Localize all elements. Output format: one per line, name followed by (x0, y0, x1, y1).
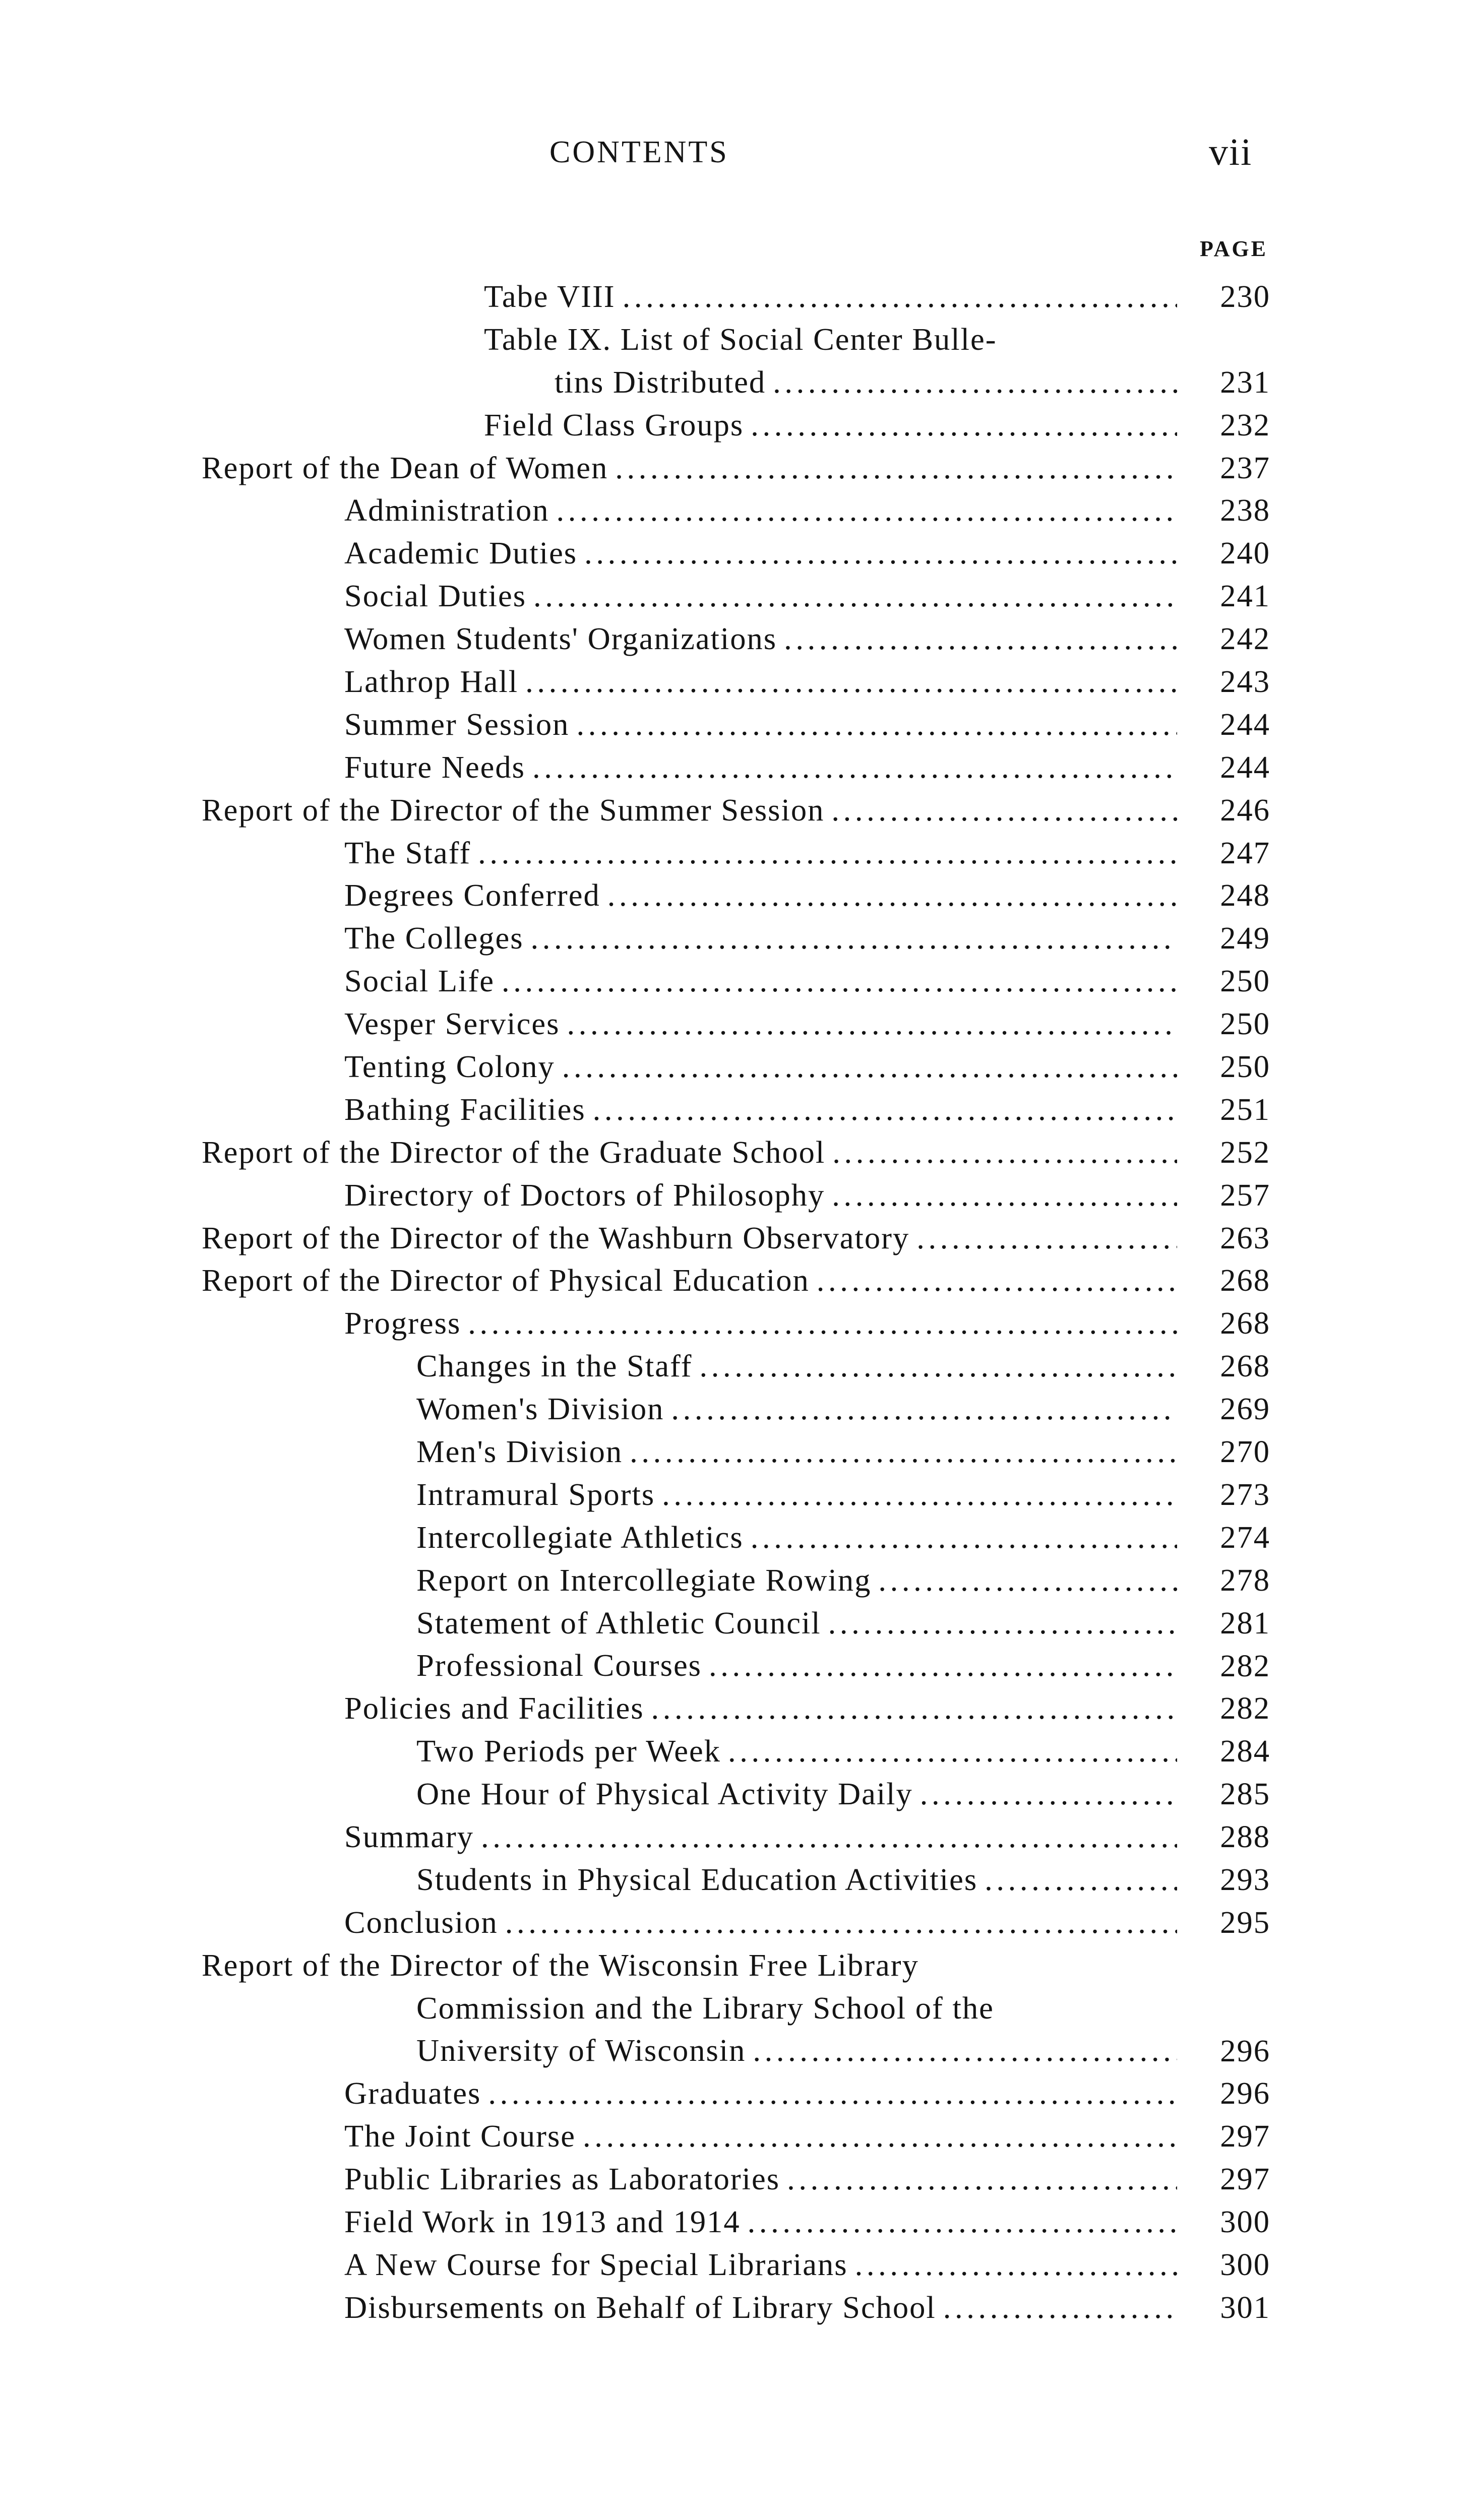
toc-entry-text (344, 2115, 1177, 2158)
dot-leader (832, 1134, 1177, 1171)
toc-entry-page-number: 240 (1220, 535, 1270, 571)
toc-entry (0, 1388, 1472, 1430)
toc-entry-page-number: 282 (1220, 1690, 1270, 1726)
toc-entry (0, 275, 1472, 318)
dot-leader (505, 1904, 1177, 1941)
toc-entry-text (416, 2030, 1177, 2072)
toc-entry-title: Two Periods per Week (416, 1733, 721, 1769)
toc-entry-title: One Hour of Physical Activity Daily (416, 1776, 913, 1812)
dot-leader (773, 364, 1177, 401)
dot-leader (478, 835, 1177, 871)
toc-entry (0, 1516, 1472, 1559)
toc-entry-page-number: 230 (1220, 279, 1270, 314)
toc-entry-page-number: 237 (1220, 450, 1270, 485)
dot-leader (576, 706, 1177, 743)
toc-entry-title: Directory of Doctors of Philosophy (344, 1177, 825, 1213)
toc-entry-text (344, 617, 1177, 660)
dot-leader (832, 1177, 1177, 1214)
toc-entry-page-number: 296 (1220, 2075, 1270, 2111)
toc-entry-title: Statement of Athletic Council (416, 1605, 821, 1641)
dot-leader (481, 1818, 1177, 1855)
toc-entry-text (344, 1302, 1177, 1345)
toc-entry-title: Tenting Colony (344, 1048, 555, 1084)
toc-entry-page-number: 243 (1220, 664, 1270, 700)
toc-entry-title: The Staff (344, 835, 471, 870)
dot-leader (787, 2161, 1177, 2197)
toc-entry-title: Report of the Director of the Wisconsin Free Library (202, 1947, 919, 1983)
dot-leader (630, 1433, 1177, 1470)
toc-entry-page-number: 248 (1220, 877, 1270, 913)
toc-entry-page-number (1190, 1987, 1270, 2030)
toc-entry (0, 1687, 1472, 1730)
toc-entry (0, 2158, 1472, 2200)
toc-entry-page-number: 273 (1220, 1476, 1270, 1512)
toc-entry (0, 1302, 1472, 1345)
toc-entry (0, 1345, 1472, 1388)
toc-entry-text (344, 1045, 1177, 1088)
toc-entry-title: Men's Division (416, 1433, 623, 1469)
toc-entry-text (344, 575, 1177, 617)
toc-entry-text (416, 1345, 1177, 1388)
toc-entry-page-number: 257 (1220, 1177, 1270, 1213)
toc-entry-title: Professional Courses (416, 1648, 702, 1683)
toc-entry-text (416, 1559, 1177, 1602)
toc-entry-page-number: 285 (1220, 1776, 1270, 1812)
dot-leader (567, 1005, 1177, 1042)
toc-entry-text (344, 532, 1177, 575)
toc-entry (0, 2030, 1472, 2072)
toc-entry (0, 960, 1472, 1002)
dot-leader (556, 492, 1177, 529)
toc-entry (0, 2200, 1472, 2243)
toc-entry-text (416, 1473, 1177, 1516)
dot-leader (985, 1861, 1177, 1898)
toc-entry (0, 1602, 1472, 1645)
toc-entry (0, 703, 1472, 746)
toc-entry-page-number: 252 (1220, 1134, 1270, 1170)
dot-leader (878, 1562, 1177, 1599)
toc-entry-title: Report of the Dean of Women (202, 450, 608, 485)
toc-entry-title: The Joint Course (344, 2118, 576, 2154)
toc-entry (0, 617, 1472, 660)
dot-leader (583, 2118, 1177, 2155)
toc-entry-page-number: 297 (1220, 2161, 1270, 2197)
toc-entry-page-number: 300 (1220, 2204, 1270, 2240)
toc-entry-text (416, 1730, 1177, 1773)
toc-entry (0, 874, 1472, 917)
dot-leader (709, 1647, 1177, 1684)
toc-entry (0, 318, 1472, 361)
toc-entry-page-number: 295 (1220, 1904, 1270, 1940)
toc-entry-page-number: 268 (1220, 1305, 1270, 1341)
toc-entry-page-number: 249 (1220, 920, 1270, 956)
toc-entry-text (344, 2158, 1177, 2200)
toc-entry-title: Intercollegiate Athletics (416, 1519, 744, 1555)
toc-entry-title: University of Wisconsin (416, 2033, 746, 2068)
toc-entry (0, 1430, 1472, 1473)
dot-leader (502, 963, 1177, 999)
dot-leader (531, 920, 1177, 957)
dot-leader (751, 1519, 1177, 1556)
toc-entry (0, 2072, 1472, 2115)
toc-entry (0, 1259, 1472, 1302)
table-of-contents (0, 275, 1472, 2329)
toc-entry-title: Intramural Sports (416, 1476, 655, 1512)
toc-entry-text (344, 1687, 1177, 1730)
dot-leader (943, 2289, 1177, 2326)
toc-entry-text (202, 447, 1177, 489)
dot-leader (751, 407, 1177, 444)
toc-entry-page-number: 296 (1220, 2033, 1270, 2068)
dot-leader (468, 1305, 1177, 1342)
toc-entry-text (202, 1217, 1177, 1259)
toc-entry-page-number (1190, 318, 1270, 361)
toc-entry-title: Tabe VIII (484, 278, 616, 314)
toc-entry-title: A New Course for Special Librarians (344, 2246, 848, 2282)
toc-entry-page-number: 301 (1220, 2289, 1270, 2325)
toc-entry-page-number: 268 (1220, 1263, 1270, 1298)
toc-entry-text (416, 1987, 1177, 2030)
dot-leader (699, 1348, 1177, 1384)
toc-entry-page-number: 278 (1220, 1562, 1270, 1598)
toc-entry-page-number: 250 (1220, 1049, 1270, 1085)
toc-entry (0, 1901, 1472, 1944)
dot-leader (488, 2075, 1177, 2112)
dot-leader (525, 663, 1177, 700)
toc-entry (0, 1002, 1472, 1045)
toc-entry-title: Degrees Conferred (344, 877, 600, 913)
toc-entry (0, 489, 1472, 532)
toc-entry-page-number: 244 (1220, 749, 1270, 785)
toc-entry-page-number: 281 (1220, 1605, 1270, 1641)
dot-leader (784, 620, 1177, 657)
toc-entry-title: tins Distributed (555, 364, 766, 400)
dot-leader (748, 2203, 1177, 2240)
toc-entry-text (344, 1815, 1177, 1858)
dot-leader (828, 1605, 1177, 1642)
toc-entry-title: Lathrop Hall (344, 663, 519, 699)
toc-entry-title: Social Life (344, 963, 495, 999)
running-head (0, 132, 1472, 177)
dot-leader (916, 1220, 1177, 1256)
toc-entry-page-number: 274 (1220, 1519, 1270, 1555)
page-column-label: PAGE (1200, 236, 1268, 261)
toc-entry-title: Field Class Groups (484, 407, 744, 443)
toc-entry-text (416, 1516, 1177, 1559)
toc-entry (0, 532, 1472, 575)
toc-entry-title: Graduates (344, 2075, 481, 2111)
toc-entry-text (416, 1773, 1177, 1815)
toc-entry-title: Field Work in 1913 and 1914 (344, 2204, 741, 2240)
toc-entry-title: Bathing Facilities (344, 1091, 586, 1127)
toc-entry (0, 917, 1472, 960)
page-title: CONTENTS (549, 135, 729, 169)
toc-entry (0, 1088, 1472, 1131)
toc-entry-text (202, 1944, 1177, 1987)
toc-entry-title: Disbursements on Behalf of Library School (344, 2289, 936, 2325)
dot-leader (651, 1690, 1177, 1727)
dot-leader (753, 2032, 1177, 2069)
toc-entry-title: Report of the Director of Physical Education (202, 1263, 810, 1298)
toc-entry-title: Academic Duties (344, 535, 578, 571)
toc-entry-title: Women Students' Organizations (344, 621, 777, 657)
toc-entry-page-number: 269 (1220, 1391, 1270, 1427)
toc-entry-title: Report of the Director of the Graduate School (202, 1134, 826, 1170)
toc-entry-text (344, 489, 1177, 532)
toc-entry (0, 660, 1472, 703)
toc-entry (0, 1987, 1472, 2030)
toc-entry (0, 361, 1472, 404)
toc-entry-text (344, 703, 1177, 746)
dot-leader (671, 1391, 1177, 1427)
toc-entry-text (344, 1174, 1177, 1217)
toc-entry-page-number: 263 (1220, 1220, 1270, 1255)
toc-entry (0, 1730, 1472, 1773)
toc-entry-text (344, 874, 1177, 917)
toc-entry (0, 746, 1472, 789)
toc-entry-page-number: 282 (1220, 1648, 1270, 1683)
dot-leader (831, 792, 1177, 829)
toc-entry-page-number: 241 (1220, 578, 1270, 614)
toc-entry-text (344, 2286, 1177, 2329)
toc-entry (0, 1773, 1472, 1815)
dot-leader (623, 278, 1177, 315)
dot-leader (817, 1262, 1177, 1299)
toc-entry-title: Summer Session (344, 706, 570, 742)
toc-entry (0, 1131, 1472, 1174)
toc-entry-page-number: 250 (1220, 1006, 1270, 1042)
toc-entry (0, 2243, 1472, 2286)
toc-entry-text (484, 318, 1177, 361)
toc-entry-page-number: 242 (1220, 621, 1270, 657)
toc-entry (0, 1045, 1472, 1088)
toc-entry-page-number: 231 (1220, 364, 1270, 400)
dot-leader (533, 578, 1177, 614)
toc-entry-text (344, 1002, 1177, 1045)
toc-entry-page-number: 268 (1220, 1348, 1270, 1384)
dot-leader (662, 1476, 1177, 1513)
dot-leader (532, 749, 1177, 786)
toc-entry-title: Public Libraries as Laboratories (344, 2161, 780, 2197)
dot-leader (593, 1091, 1177, 1128)
toc-entry (0, 1559, 1472, 1602)
toc-entry-page-number: 293 (1220, 1861, 1270, 1897)
toc-entry-page-number: 251 (1220, 1091, 1270, 1127)
toc-entry (0, 1944, 1472, 1987)
toc-entry-page-number: 297 (1220, 2118, 1270, 2154)
toc-entry (0, 1645, 1472, 1687)
toc-entry-title: The Colleges (344, 920, 524, 956)
toc-entry (0, 1174, 1472, 1217)
toc-entry (0, 1815, 1472, 1858)
toc-entry-page-number: 250 (1220, 963, 1270, 999)
toc-entry-text (344, 917, 1177, 960)
toc-entry-text (344, 1088, 1177, 1131)
toc-entry-text (416, 1430, 1177, 1473)
toc-entry-title: Social Duties (344, 578, 527, 614)
toc-entry-text (416, 1858, 1177, 1901)
toc-entry-page-number: 288 (1220, 1819, 1270, 1855)
toc-entry-page-number (1190, 1944, 1270, 1987)
toc-entry-text (416, 1388, 1177, 1430)
toc-entry-page-number: 238 (1220, 492, 1270, 528)
toc-entry-title: Students in Physical Education Activities (416, 1861, 978, 1897)
toc-entry-page-number: 232 (1220, 407, 1270, 443)
toc-entry-title: Report on Intercollegiate Rowing (416, 1562, 872, 1598)
toc-entry-text (484, 404, 1177, 447)
dot-leader (920, 1776, 1177, 1812)
toc-entry-page-number: 244 (1220, 706, 1270, 742)
toc-entry-text (344, 1901, 1177, 1944)
toc-entry-page-number: 300 (1220, 2246, 1270, 2282)
toc-entry-title: Administration (344, 492, 549, 528)
toc-entry-title: Future Needs (344, 749, 525, 785)
dot-leader (615, 450, 1177, 486)
toc-entry (0, 404, 1472, 447)
toc-entry-title: Progress (344, 1305, 461, 1341)
toc-entry-text (344, 746, 1177, 789)
dot-leader (855, 2246, 1177, 2283)
toc-entry-page-number: 247 (1220, 835, 1270, 870)
toc-entry-title: Summary (344, 1819, 474, 1854)
toc-entry-text (344, 2243, 1177, 2286)
dot-leader (728, 1733, 1177, 1770)
toc-entry-text (555, 361, 1177, 404)
toc-entry-text (484, 275, 1177, 318)
toc-entry-title: Women's Division (416, 1391, 664, 1427)
toc-entry-page-number: 246 (1220, 792, 1270, 828)
toc-entry-text (202, 1131, 1177, 1174)
toc-entry-text (344, 2072, 1177, 2115)
toc-entry-title: Report of the Director of the Washburn Observatory (202, 1220, 910, 1255)
toc-entry (0, 2286, 1472, 2329)
toc-entry-text (344, 832, 1177, 874)
dot-leader (607, 877, 1177, 914)
toc-entry-title: Table IX. List of Social Center Bulle- (484, 321, 997, 357)
toc-entry (0, 1473, 1472, 1516)
toc-entry-title: Conclusion (344, 1904, 498, 1940)
toc-entry-page-number: 284 (1220, 1733, 1270, 1769)
toc-entry-title: Policies and Facilities (344, 1690, 644, 1726)
toc-entry-title: Vesper Services (344, 1006, 560, 1042)
toc-entry-title: Report of the Director of the Summer Session (202, 792, 825, 828)
dot-leader (584, 535, 1177, 572)
toc-entry-text (344, 660, 1177, 703)
toc-entry (0, 832, 1472, 874)
toc-entry-text (202, 1259, 1177, 1302)
toc-entry (0, 447, 1472, 489)
toc-entry (0, 1217, 1472, 1259)
toc-entry-text (344, 2200, 1177, 2243)
toc-entry-text (416, 1645, 1177, 1687)
page-folio: vii (1209, 131, 1253, 173)
toc-entry-title: Commission and the Library School of the (416, 1990, 994, 2026)
dot-leader (562, 1048, 1177, 1085)
toc-entry-page-number: 270 (1220, 1434, 1270, 1470)
toc-entry-text (416, 1602, 1177, 1645)
toc-entry (0, 575, 1472, 617)
toc-entry (0, 789, 1472, 832)
toc-entry (0, 2115, 1472, 2158)
toc-entry-text (344, 960, 1177, 1002)
toc-entry-title: Changes in the Staff (416, 1348, 693, 1384)
toc-entry-text (202, 789, 1177, 832)
toc-entry (0, 1858, 1472, 1901)
